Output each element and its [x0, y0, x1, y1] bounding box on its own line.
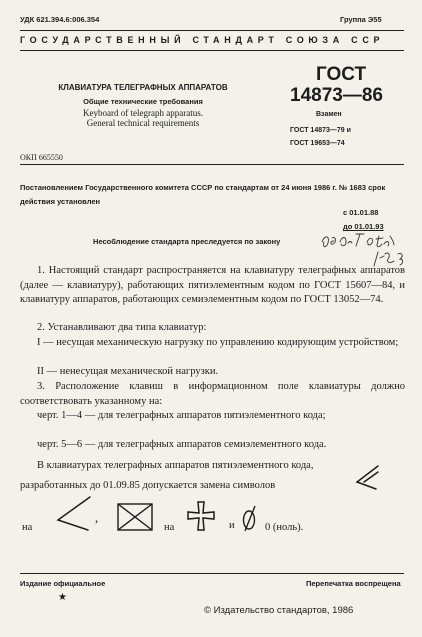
- official-edition: Издание официальное: [20, 579, 106, 588]
- star-icon: ★: [58, 592, 67, 603]
- arrow-double-symbol-icon: [354, 462, 380, 492]
- slashed-zero-symbol-icon: [240, 504, 260, 532]
- replaces-1: ГОСТ 14873—79 и: [290, 127, 351, 134]
- decree-text: Постановлением Государственного комитета СССР по стандартам от 24 июня 1986 г. № 1683 срок действия установлен: [20, 183, 386, 206]
- header-rule-top: [20, 30, 404, 31]
- paragraph-3a: черт. 1—4 — для телеграфных аппаратов пятиэлементного кода;: [37, 410, 326, 421]
- crossed-box-symbol-icon: [116, 502, 154, 532]
- udk-code: УДК 621.394.6:006.354: [20, 15, 100, 24]
- paragraph-2a: I — несущая механическую нагрузку по управлению кодирующим устройством;: [37, 337, 399, 348]
- title-ru: КЛАВИАТУРА ТЕЛЕГРАФНЫХ АППАРАТОВ: [58, 83, 228, 92]
- paragraph-4a: В клавиатурах телеграфных аппаратов пятиэлементного кода,: [37, 460, 314, 471]
- iron-cross-symbol-icon: [186, 500, 216, 532]
- title-en-line1: Keyboard of telegraph apparatus.: [83, 108, 203, 118]
- paragraph-2: 2. Устанавливают два типа клавиатур:: [37, 322, 207, 333]
- okp-code: ОКП 665550: [20, 153, 63, 162]
- sym-and: и: [229, 520, 235, 531]
- replaces-2: ГОСТ 19653—74: [290, 140, 345, 147]
- gos-standard-heading: ГОСУДАРСТВЕННЫЙ СТАНДАРТ СОЮЗА ССР: [20, 35, 385, 45]
- sym-comma: ,: [95, 510, 99, 525]
- subtitle-ru: Общие технические требования: [83, 97, 203, 106]
- footer-rule: [20, 573, 404, 574]
- header-rule-bottom: [20, 50, 404, 51]
- group-code: Группа Э55: [340, 15, 382, 24]
- warning-text: Несоблюдение стандарта преследуется по закону: [93, 237, 281, 246]
- sym-zero-nol: 0 (ноль).: [265, 522, 304, 533]
- title-en: [38, 108, 248, 128]
- date-from: с 01.01.88: [343, 208, 379, 217]
- paragraph-2b: II — ненесущая механической нагрузки.: [37, 366, 219, 377]
- sym-na-2: на: [164, 522, 175, 533]
- arrow-single-symbol-icon: [54, 494, 94, 534]
- sym-na-1: на: [22, 522, 33, 533]
- paragraph-3b: черт. 5—6 — для телеграфных аппаратов семиэлементного кода.: [37, 439, 327, 450]
- replaces-label: Взамен: [316, 111, 342, 118]
- publisher-copyright: © Издательство стандартов, 1986: [204, 605, 354, 616]
- gost-number: 14873—86: [290, 85, 383, 106]
- gost-label: ГОСТ: [316, 64, 367, 85]
- paragraph-3: 3. Расположение клавиш в информационном поле клавиатуры должно соответствовать указанному на:: [20, 381, 405, 407]
- reprint-forbidden: Перепечатка воспрещена: [306, 579, 401, 588]
- date-to: до 01.01.93: [343, 222, 384, 231]
- paragraph-1: 1. Настоящий стандарт распространяется на клавиатуру телеграфных аппаратов (далее — клавиатуру), работающих пятиэлементным кодом по ГОСТ 15607—84, и клавиатуру аппаратов, работающих семиэлементным кодом по ГОСТ 13052—74.: [20, 265, 405, 305]
- paragraph-4b: разработанных до 01.09.85 допускается замена символов: [20, 480, 276, 491]
- title-en-line2: General technical requirements: [86, 118, 200, 128]
- okp-rule: [20, 164, 404, 165]
